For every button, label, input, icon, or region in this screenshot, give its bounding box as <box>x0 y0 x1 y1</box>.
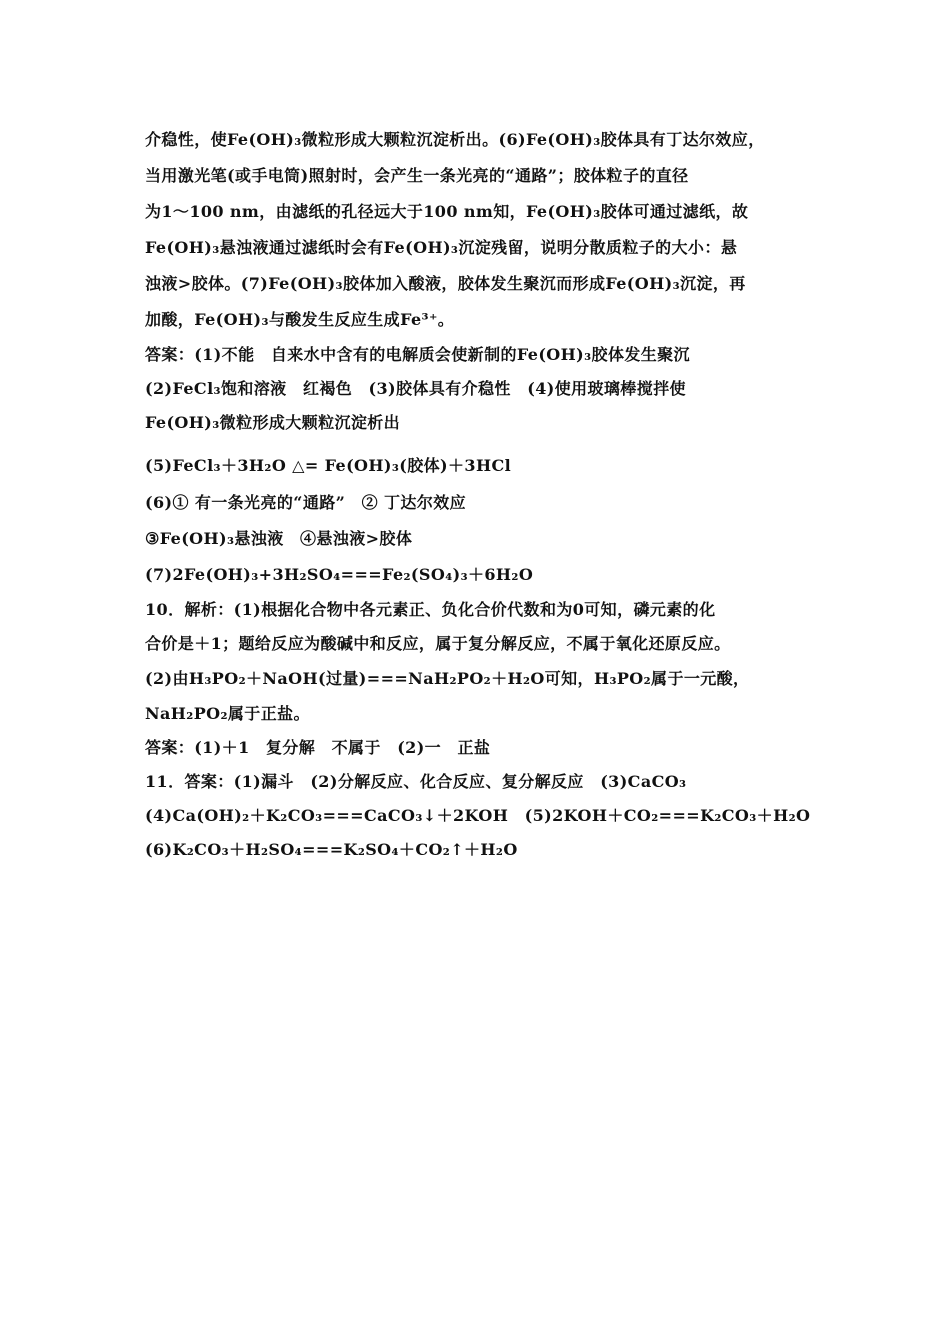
text-line: 当用激光笔(或手电筒)照射时，会产生一条光亮的“通路”；胶体粒子的直径 <box>145 166 689 185</box>
text-line: 介稳性，使Fe(OH)₃微粒形成大颗粒沉淀析出。(6)Fe(OH)₃胶体具有丁达尔效应， <box>145 130 765 149</box>
text-line: Fe(OH)₃悬浊液通过滤纸时会有Fe(OH)₃沉淀残留，说明分散质粒子的大小：悬 <box>145 238 738 257</box>
answer-line: (6)① 有一条光亮的“通路” ② 丁达尔效应 <box>145 493 467 512</box>
equation-line: (4)Ca(OH)₂＋K₂CO₃===CaCO₃↓＋2KOH (5)2KOH＋CO₂===K₂CO₃＋H₂O <box>145 806 811 825</box>
text-line: 10．解析：(1)根据化合物中各元素正、负化合价代数和为0可知，磷元素的化 <box>145 600 716 619</box>
answer-line: ③Fe(OH)₃悬浊液 ④悬浊液>胶体 <box>145 529 413 548</box>
answer-line: 答案：(1)不能 自来水中含有的电解质会使新制的Fe(OH)₃胶体发生聚沉 <box>145 345 690 364</box>
answer-line: 答案：(1)＋1 复分解 不属于 (2)一 正盐 <box>145 738 491 757</box>
answer-line: (2)FeCl₃饱和溶液 红褐色 (3)胶体具有介稳性 (4)使用玻璃棒搅拌使 <box>145 379 686 398</box>
text-line: NaH₂PO₂属于正盐。 <box>145 704 310 723</box>
equation-line: (6)K₂CO₃＋H₂SO₄===K₂SO₄＋CO₂↑＋H₂O <box>145 840 518 859</box>
text-line: 为1～100 nm，由滤纸的孔径远大于100 nm知，Fe(OH)₃胶体可通过滤纸，故 <box>145 202 749 221</box>
equation-line: (7)2Fe(OH)₃+3H₂SO₄===Fe₂(SO₄)₃＋6H₂O <box>145 565 534 584</box>
text-line: 加酸，Fe(OH)₃与酸发生反应生成Fe³⁺。 <box>145 310 455 329</box>
answer-line: Fe(OH)₃微粒形成大颗粒沉淀析出 <box>145 413 401 432</box>
equation-line: (5)FeCl₃＋3H₂O △= Fe(OH)₃(胶体)＋3HCl <box>145 456 512 475</box>
text-line: (2)由H₃PO₂＋NaOH(过量)===NaH₂PO₂＋H₂O可知，H₃PO₂属于一元酸， <box>145 669 750 688</box>
document-body <box>145 122 810 867</box>
text-line: 合价是＋1；题给反应为酸碱中和反应，属于复分解反应，不属于氧化还原反应。 <box>145 634 731 653</box>
text-line: 浊液>胶体。(7)Fe(OH)₃胶体加入酸液，胶体发生聚沉而形成Fe(OH)₃沉淀，再 <box>145 274 746 293</box>
answer-line: 11．答案：(1)漏斗 (2)分解反应、化合反应、复分解反应 (3)CaCO₃ <box>145 772 687 791</box>
